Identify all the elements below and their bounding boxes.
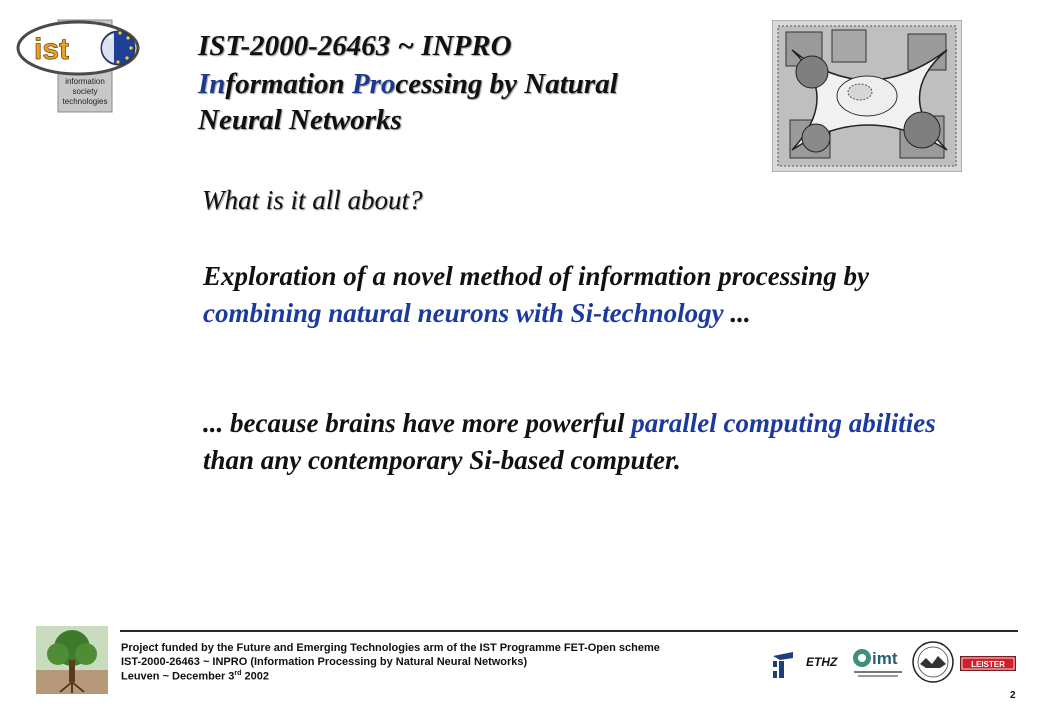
footer-venue-year: 2002 [241, 670, 269, 683]
ist-logo-text: ist [34, 33, 70, 66]
ist-sub-3: technologies [62, 97, 108, 106]
footer-venue-line [121, 670, 269, 683]
page-number: 2 [1010, 690, 1016, 701]
leister-logo [960, 656, 1016, 671]
title-text-formation: formation [225, 68, 352, 100]
paragraph-2-text-a: ... because brains have more powerful [203, 408, 632, 438]
title-line-2 [198, 68, 618, 100]
paragraph-brains [203, 405, 943, 479]
footer-divider [120, 630, 1018, 632]
ist-sub-2: society [72, 87, 98, 96]
paragraph-2-text-b: than any contemporary Si-based computer. [203, 445, 681, 475]
section-question: What is it all about? [202, 185, 423, 215]
paragraph-1-text-b: ... [723, 298, 751, 328]
paragraph-2-highlight: parallel computing abilities [631, 408, 936, 438]
imt-logo [850, 644, 906, 680]
title-line-3: Neural Networks [198, 104, 402, 136]
title-line-1: IST-2000-26463 ~ INPRO [198, 30, 512, 62]
ist-sub-1: information [65, 77, 105, 86]
ist-logo [14, 18, 144, 114]
footer-venue-sup: rd [234, 670, 242, 677]
tree-image [36, 626, 108, 694]
paragraph-exploration [203, 258, 943, 332]
university-seal-logo [910, 640, 956, 684]
chip-micrograph-image [772, 20, 962, 172]
footer-venue-prefix: Leuven ~ December 3 [121, 670, 235, 683]
paragraph-1-highlight: combining natural neurons with Si-technology [203, 298, 724, 328]
title-acronym-pro: Pro [351, 68, 396, 100]
ethz-logo-icon [770, 650, 796, 680]
title-text-cessing: cessing by Natural [395, 68, 618, 100]
footer-funding-line: Project funded by the Future and Emerging Technologies arm of the IST Programme FET-Open scheme [121, 642, 660, 654]
ethz-label: ETHZ [806, 655, 838, 669]
footer-project-line: IST-2000-26463 ~ INPRO (Information Processing by Natural Neural Networks) [121, 656, 528, 668]
leister-logo-text: LEISTER [971, 660, 1005, 669]
paragraph-1-text-a: Exploration of a novel method of information processing by [203, 261, 870, 291]
title-acronym-in: In [198, 68, 226, 100]
imt-logo-text: imt [872, 649, 898, 668]
